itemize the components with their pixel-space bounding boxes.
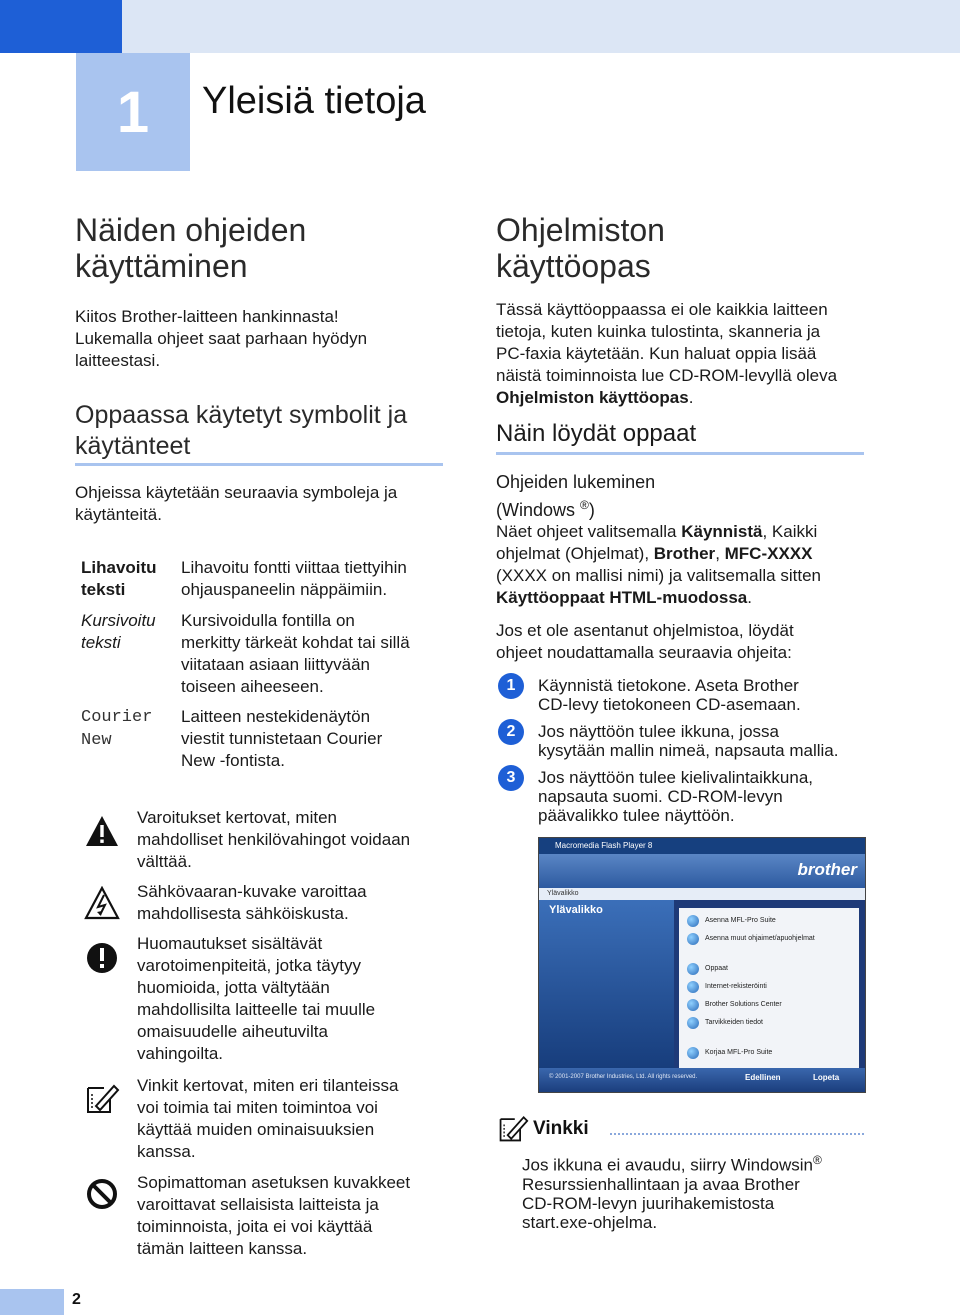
- menu-item[interactable]: Oppaat: [685, 962, 728, 976]
- step-2-number: 2: [498, 719, 524, 745]
- screenshot-left-panel: [539, 900, 674, 1068]
- step-1-text: Käynnistä tietokone. Aseta Brother CD-levy tietokoneen CD-asemaan.: [538, 676, 801, 714]
- header-band: [0, 0, 960, 53]
- convention-term-italic: Kursivoitu teksti: [81, 611, 156, 652]
- caution-icon: [86, 942, 118, 974]
- page-number: 2: [72, 1291, 81, 1308]
- menu-item[interactable]: Asenna MFL-Pro Suite: [685, 914, 776, 928]
- symbols-heading: Oppaassa käytetyt symbolit ja käytänteet: [75, 401, 408, 460]
- vinkki-label: Vinkki: [533, 1118, 589, 1139]
- vinkki-rule: [610, 1133, 864, 1135]
- warning-text: Varoitukset kertovat, miten mahdolliset henkilövahingot voidaan välttää.: [137, 808, 411, 871]
- caution-text: Huomautukset sisältävät varotoimenpiteitä, jotka täytyy huomioida, jotta vältytään mahdollisilta laitteelle tai muulle omaisuudelle aiheutuvilta vahingoilta.: [137, 934, 376, 1063]
- menu-item[interactable]: Tarvikkeiden tiedot: [685, 1016, 763, 1030]
- cd-menu-screenshot: [538, 837, 866, 1093]
- find-guides-rule: [496, 452, 864, 455]
- chapter-title: Yleisiä tietoja: [202, 80, 426, 122]
- vinkki-text: Jos ikkuna ei avaudu, siirry Windowsin® Resurssienhallintaan ja avaa Brother CD-ROM-levyn juurihakemistosta start.exe-ohjelma.: [522, 1153, 822, 1232]
- step-3-number: 3: [498, 765, 524, 791]
- left-intro: Kiitos Brother-laitteen hankinnasta! Lukemalla ohjeet saat parhaan hyödyn laitteestasi.: [75, 307, 368, 370]
- vinkki-note-icon: [497, 1112, 529, 1144]
- screenshot-titlebar: Macromedia Flash Player 8: [539, 838, 865, 854]
- reading-paragraph: Näet ohjeet valitsemalla Käynnistä, Kaikki ohjelmat (Ohjelmat), Brother, MFC-XXXX (XXXX on mallisi nimi) ja valitsemalla sitten Käyttöoppaat HTML-muodossa.: [496, 522, 821, 607]
- note-text: Vinkit kertovat, miten eri tilanteissa voi toimia tai miten toimintoa voi käyttää muiden ominaisuuksien kanssa.: [137, 1076, 399, 1161]
- find-guides-heading: Näin löydät oppaat: [496, 420, 697, 447]
- prohibited-icon: [86, 1178, 118, 1210]
- screenshot-breadcrumb: Ylävalikko: [539, 888, 865, 900]
- header-band-accent: [0, 0, 122, 53]
- left-heading: Näiden ohjeiden käyttäminen: [75, 212, 307, 284]
- right-heading: Ohjelmiston käyttöopas: [496, 212, 665, 284]
- convention-desc-bold: Lihavoitu fontti viittaa tiettyihin ohjauspaneelin näppäimiin.: [181, 558, 407, 599]
- brother-logo: brother: [797, 860, 857, 879]
- convention-desc-italic: Kursivoidulla fontilla on merkitty tärkeät kohdat tai sillä viitataan asiaan liittyvään toiseen aiheeseen.: [181, 611, 410, 696]
- exit-button[interactable]: Lopeta: [813, 1073, 840, 1082]
- chapter-number: 1: [116, 79, 150, 145]
- convention-term-bold: Lihavoitu teksti: [81, 558, 157, 599]
- step-3-text: Jos näyttöön tulee kielivalintaikkuna, napsauta suomi. CD-ROM-levyn päävalikko tulee näyttöön.: [538, 768, 813, 825]
- symbols-heading-rule: [75, 463, 443, 466]
- step-2-text: Jos näyttöön tulee ikkuna, jossa kysytään mallin nimeä, napsauta mallia.: [538, 722, 839, 760]
- electric-hazard-text: Sähkövaaran-kuvake varoittaa mahdollisesta sähköiskusta.: [137, 882, 367, 923]
- electric-hazard-icon: [84, 886, 120, 920]
- screenshot-footer: [539, 1068, 865, 1092]
- screenshot-left-title: Ylävalikko: [549, 904, 603, 916]
- right-intro: Tässä käyttöoppaassa ei ole kaikkia laitteen tietoja, kuten kuinka tulostinta, skanneria ja PC-faxia käytetään. Kun haluat oppia lisää näistä toiminnoista lue CD-ROM-levyllä oleva Ohjelmiston käyttöopas.: [496, 300, 838, 407]
- page-tab: [0, 1289, 64, 1315]
- screenshot-copyright: © 2001-2007 Brother Industries, Ltd. All rights reserved.: [549, 1074, 698, 1080]
- install-paragraph: Jos et ole asentanut ohjelmistoa, löydät ohjeet noudattamalla seuraavia ohjeita:: [496, 621, 794, 662]
- screenshot-header: [539, 854, 865, 888]
- convention-term-courier: Courier New: [81, 708, 153, 750]
- note-icon: [84, 1080, 120, 1116]
- menu-item[interactable]: Asenna muut ohjaimet/apuohjelmat: [685, 932, 815, 946]
- symbols-intro: Ohjeissa käytetään seuraavia symboleja ja käytänteitä.: [75, 483, 398, 524]
- reading-heading: Ohjeiden lukeminen (Windows ®): [496, 472, 656, 520]
- screenshot-menu: [679, 908, 859, 1068]
- menu-item[interactable]: Korjaa MFL-Pro Suite: [685, 1046, 772, 1060]
- back-button[interactable]: Edellinen: [745, 1073, 781, 1082]
- step-1-number: 1: [498, 673, 524, 699]
- warning-icon: [84, 814, 120, 848]
- convention-desc-courier: Laitteen nestekidenäytön viestit tunnistetaan Courier New -fontista.: [181, 707, 383, 770]
- menu-item[interactable]: Internet-rekisteröinti: [685, 980, 767, 994]
- prohibited-text: Sopimattoman asetuksen kuvakkeet varoittavat sellaisista laitteista ja toiminnoista, joita ei voi käyttää tämän laitteen kanssa.: [137, 1173, 411, 1258]
- menu-item[interactable]: Brother Solutions Center: [685, 998, 782, 1012]
